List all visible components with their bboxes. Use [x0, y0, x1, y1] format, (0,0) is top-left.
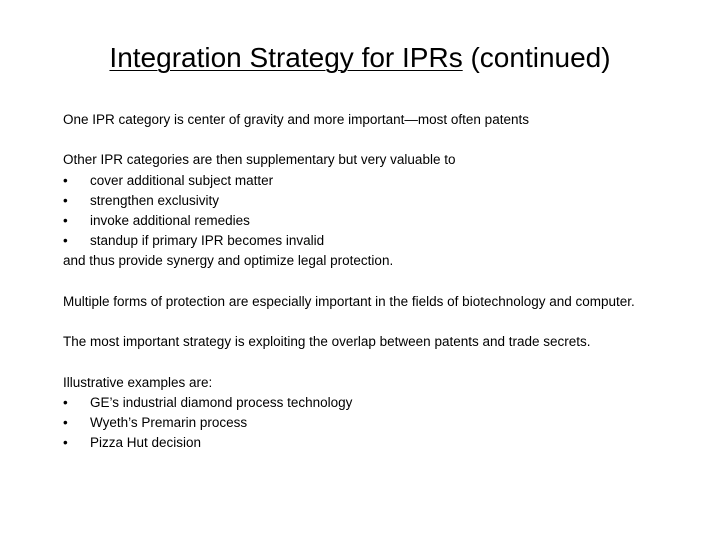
list-item: [63, 433, 703, 453]
bullet-icon: •: [63, 172, 68, 188]
list-item: [63, 413, 703, 433]
list-item-text: GE’s industrial diamond process technology: [90, 394, 353, 410]
bullet-icon: •: [63, 435, 68, 451]
list-item-text: cover additional subject matter: [90, 172, 274, 188]
paragraph-most-important-strategy: The most important strategy is exploiting the overlap between patents and trade secrets.: [63, 334, 591, 350]
slide-title-suffix: (continued): [462, 42, 611, 73]
bullet-icon: •: [63, 233, 68, 249]
paragraph-multiple-forms: Multiple forms of protection are especially important in the fields of biotechnology and computer.: [63, 293, 635, 309]
paragraph-intro: Other IPR categories are then supplementary but very valuable to: [63, 152, 456, 168]
paragraph-center-of-gravity: One IPR category is center of gravity and more important—most often patents: [63, 112, 529, 127]
paragraph-intro: Illustrative examples are:: [63, 374, 213, 390]
list-item: [63, 171, 703, 191]
list-item-text: strengthen exclusivity: [90, 192, 220, 208]
paragraph-outro: and thus provide synergy and optimize legal protection.: [63, 253, 394, 269]
slide-title: [0, 40, 720, 76]
bullet-icon: •: [63, 192, 68, 208]
list-item-text: Pizza Hut decision: [90, 435, 202, 451]
list-item: [63, 393, 703, 413]
list-item: [63, 191, 703, 211]
list-item: [63, 211, 703, 231]
slide-body: [63, 110, 703, 474]
bullet-icon: •: [63, 394, 68, 410]
list-item: [63, 231, 703, 251]
slide-title-main: Integration Strategy for IPRs: [109, 42, 463, 73]
bullet-icon: •: [63, 414, 68, 430]
paragraph-supplementary-categories: [63, 150, 703, 271]
bullet-icon: •: [63, 213, 68, 228]
list-item-text: invoke additional remedies: [90, 213, 250, 228]
paragraph-illustrative-examples: [63, 373, 703, 454]
list-item-text: standup if primary IPR becomes invalid: [90, 233, 325, 249]
list-item-text: Wyeth’s Premarin process: [90, 414, 248, 430]
